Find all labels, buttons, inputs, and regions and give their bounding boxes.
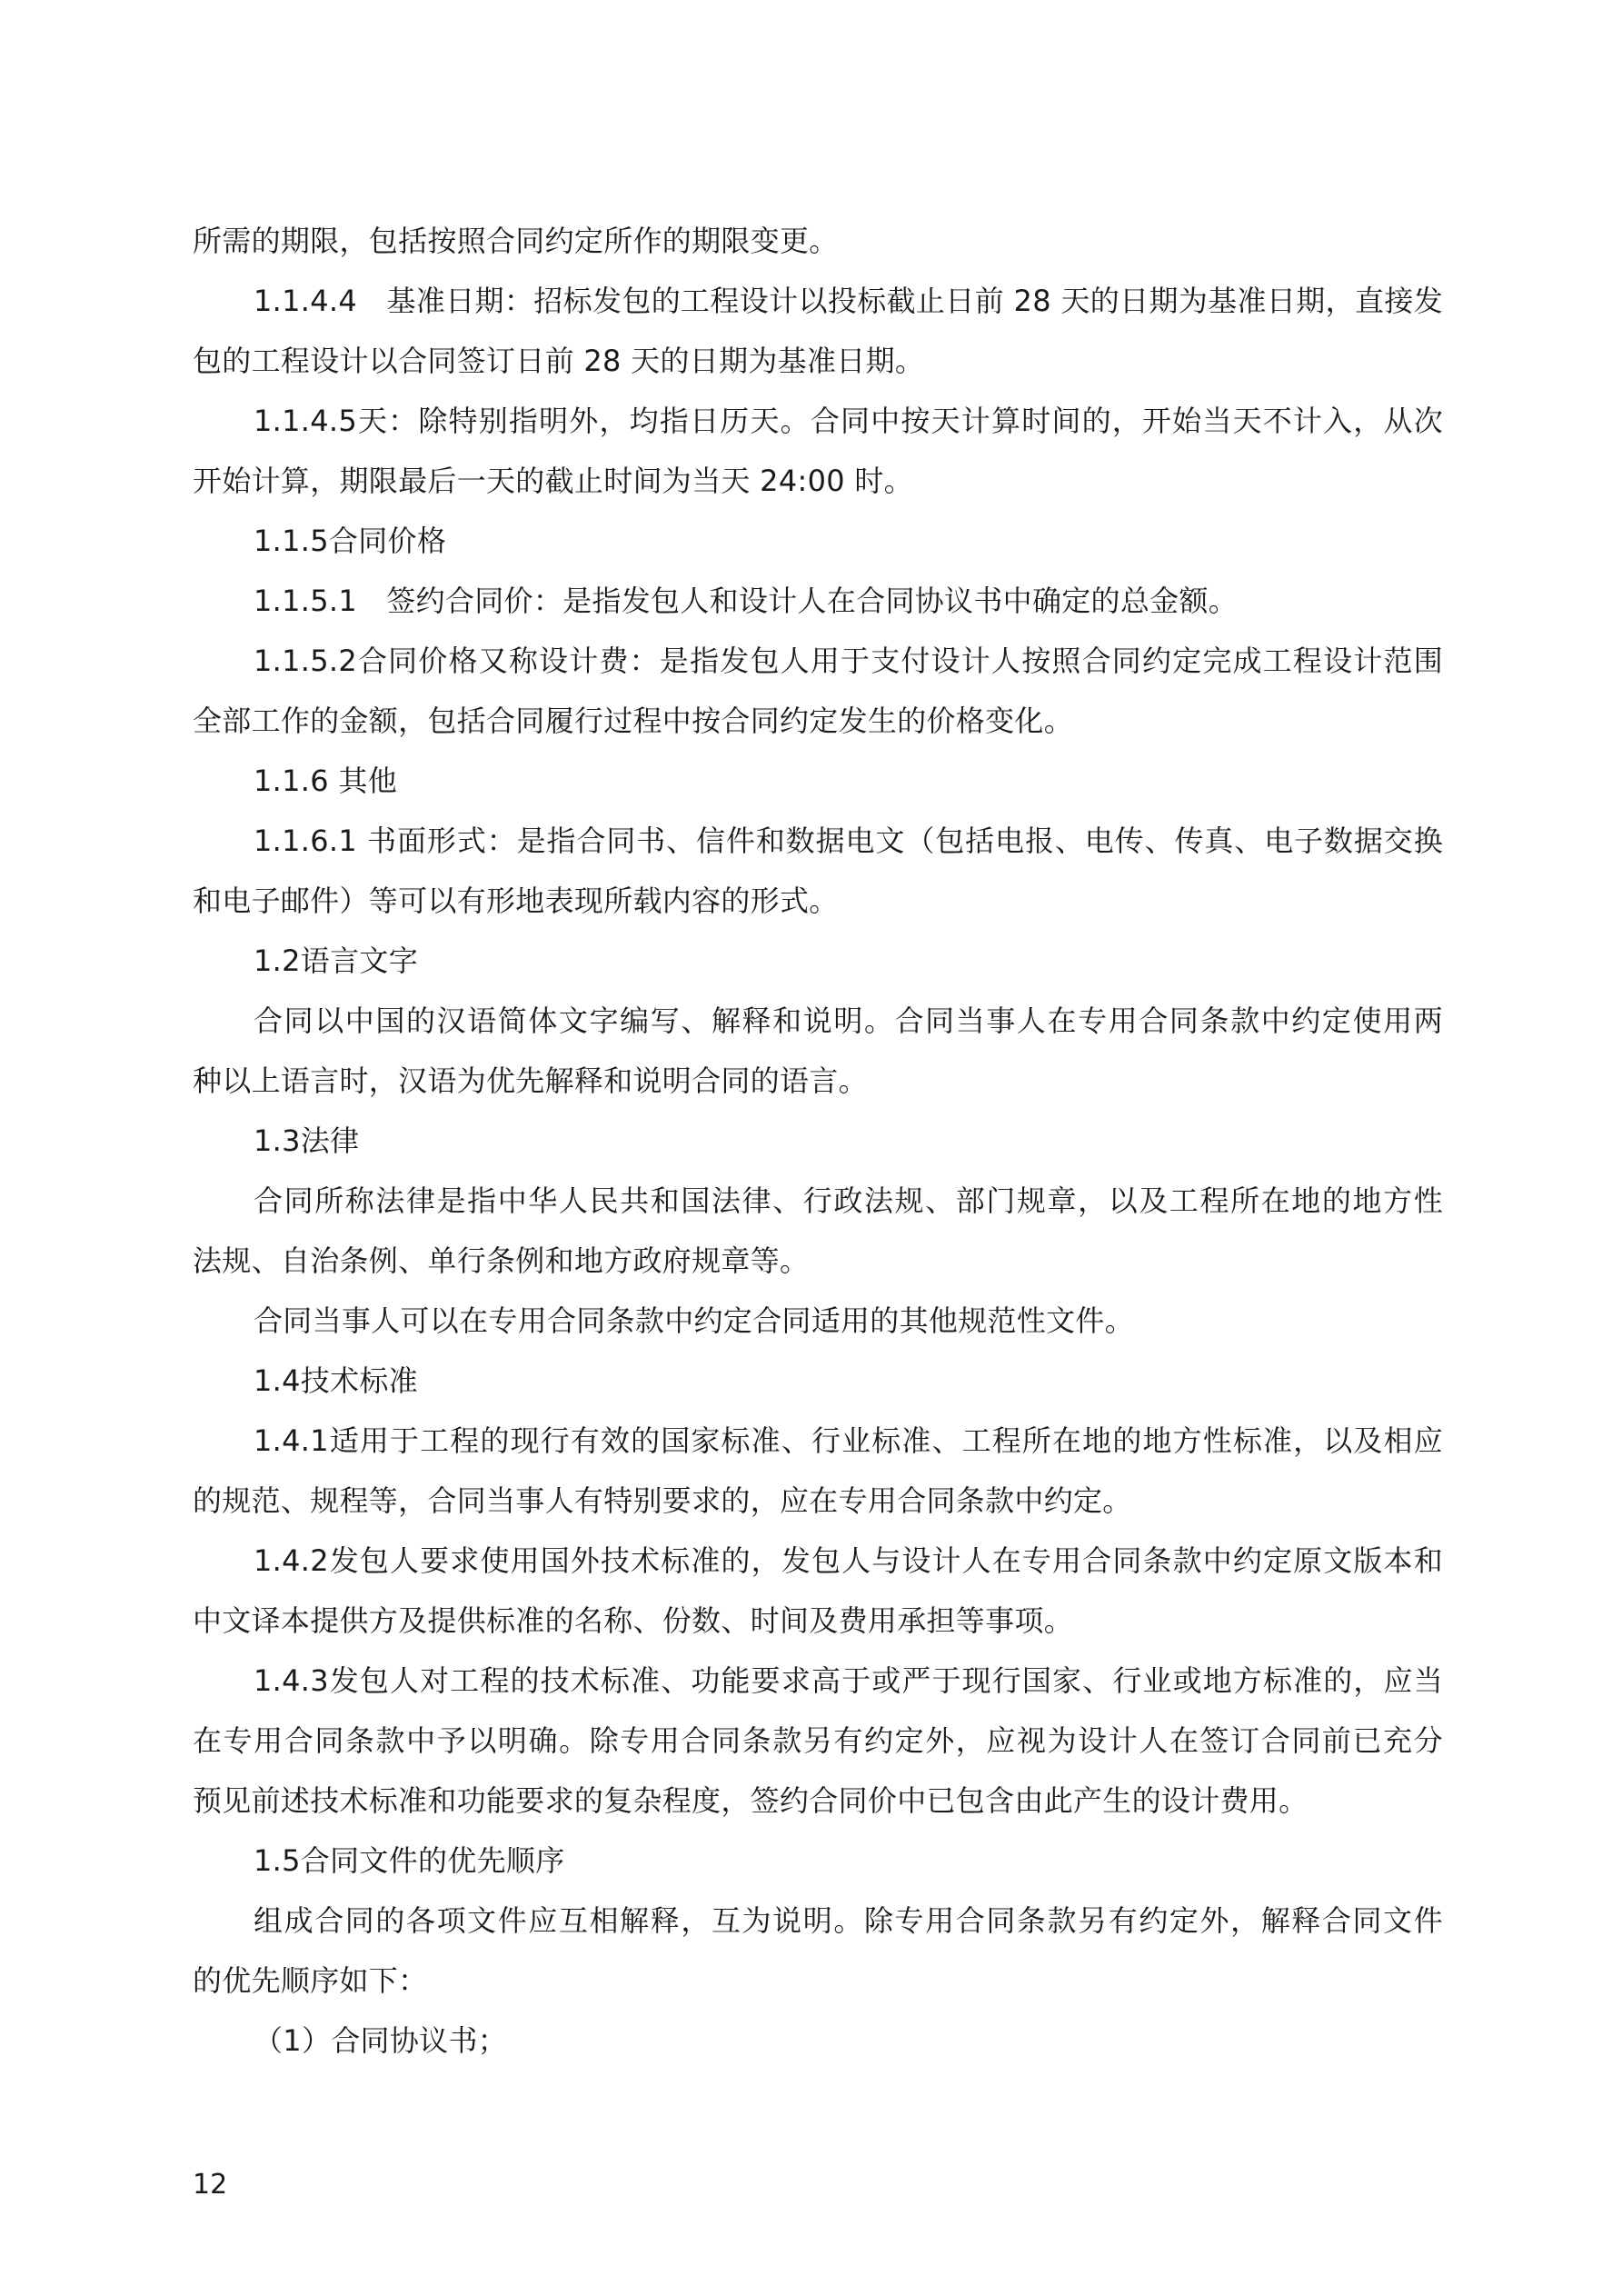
text-line: 1.4.2发包人要求使用国外技术标准的，发包人与设计人在专用合同条款中约定原文版本和 — [254, 1543, 1443, 1578]
text-line: 1.1.4.5天：除特别指明外，均指日历天。合同中按天计算时间的，开始当天不计入，从次 — [254, 404, 1443, 438]
text-line: 1.4.3发包人对工程的技术标准、功能要求高于或严于现行国家、行业或地方标准的，应当 — [254, 1663, 1443, 1698]
text-line: 和电子邮件）等可以有形地表现所载内容的形式。 — [193, 883, 839, 918]
text-line: 法规、自治条例、单行条例和地方政府规章等。 — [193, 1243, 810, 1278]
text-line: 的规范、规程等，合同当事人有特别要求的，应在专用合同条款中约定。 — [193, 1483, 1132, 1518]
text-line: 合同以中国的汉语简体文字编写、解释和说明。合同当事人在专用合同条款中约定使用两 — [254, 1003, 1443, 1038]
text-line: 1.1.6.1 书面形式：是指合同书、信件和数据电文（包括电报、电传、传真、电子数据交换 — [254, 824, 1443, 858]
text-line: 种以上语言时，汉语为优先解释和说明合同的语言。 — [193, 1063, 868, 1098]
text-line: 1.1.5合同价格 — [254, 524, 447, 558]
text-line: 1.4技术标准 — [254, 1363, 418, 1398]
text-line: 1.4.1适用于工程的现行有效的国家标准、行业标准、工程所在地的地方性标准，以及相应 — [254, 1423, 1443, 1458]
text-line: 在专用合同条款中予以明确。除专用合同条款另有约定外，应视为设计人在签订合同前已充分 — [193, 1723, 1443, 1758]
text-line: 合同当事人可以在专用合同条款中约定合同适用的其他规范性文件。 — [254, 1303, 1135, 1338]
text-line: 所需的期限，包括按照合同约定所作的期限变更。 — [193, 224, 839, 258]
text-line: 的优先顺序如下： — [193, 1963, 428, 1998]
text-line: 包的工程设计以合同签订日前 28 天的日期为基准日期。 — [193, 344, 925, 378]
page-number: 12 — [193, 2169, 228, 2201]
text-line: 1.1.4.4 基准日期：招标发包的工程设计以投标截止日前 28 天的日期为基准日期，直接发 — [254, 284, 1443, 318]
text-line: （1）合同协议书； — [254, 2023, 508, 2058]
text-line: 1.1.6 其他 — [254, 764, 397, 798]
text-line: 全部工作的金额，包括合同履行过程中按合同约定发生的价格变化。 — [193, 704, 1074, 738]
text-line: 合同所称法律是指中华人民共和国法律、行政法规、部门规章，以及工程所在地的地方性 — [254, 1183, 1443, 1218]
text-line: 组成合同的各项文件应互相解释，互为说明。除专用合同条款另有约定外，解释合同文件 — [254, 1903, 1443, 1938]
text-line: 1.1.5.1 签约合同价：是指发包人和设计人在合同协议书中确定的总金额。 — [254, 584, 1239, 618]
text-line: 1.1.5.2合同价格又称设计费：是指发包人用于支付设计人按照合同约定完成工程设计范围 — [254, 644, 1443, 678]
text-line: 开始计算，期限最后一天的截止时间为当天 24:00 时。 — [193, 464, 913, 498]
text-line: 1.2语言文字 — [254, 943, 418, 978]
text-line: 1.5合同文件的优先顺序 — [254, 1843, 565, 1878]
document-body — [193, 211, 1443, 2071]
text-line: 中文译本提供方及提供标准的名称、份数、时间及费用承担等事项。 — [193, 1603, 1074, 1638]
text-line: 预见前述技术标准和功能要求的复杂程度，签约合同价中已包含由此产生的设计费用。 — [193, 1783, 1309, 1818]
text-line: 1.3法律 — [254, 1123, 360, 1158]
